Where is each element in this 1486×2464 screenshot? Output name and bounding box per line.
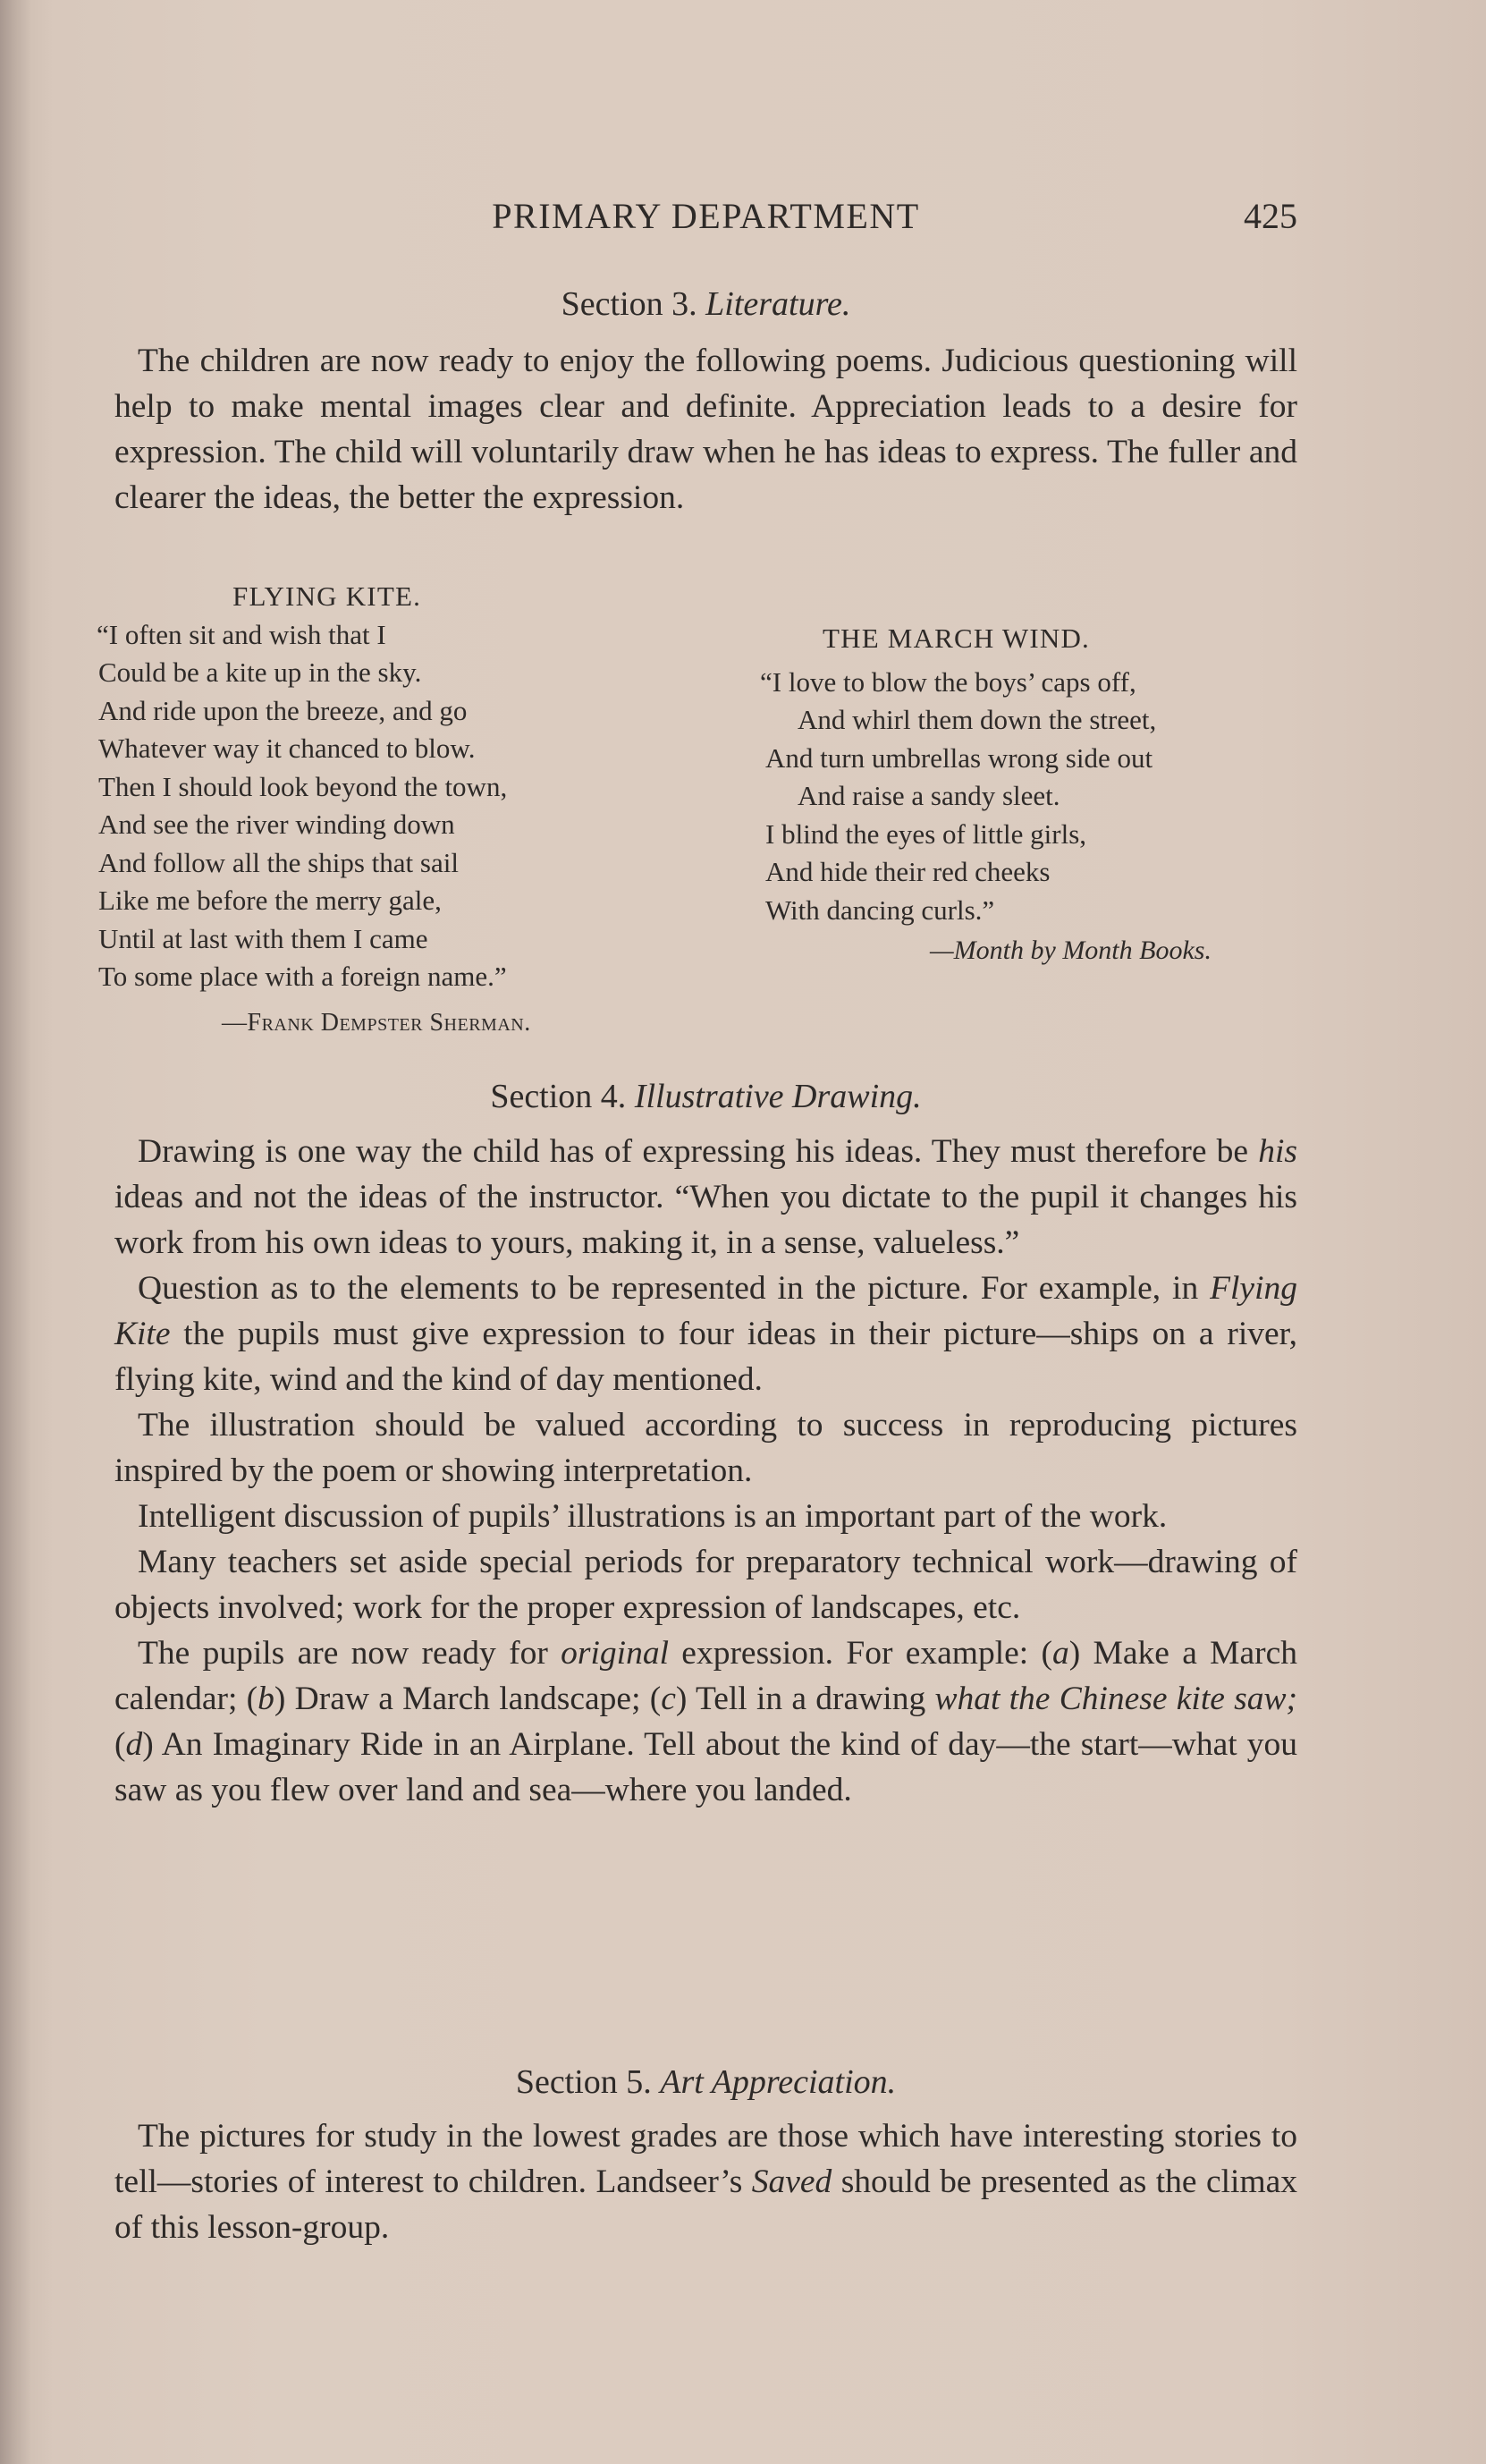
poem-line: And hide their red cheeks [765, 856, 1051, 887]
poem-line: And follow all the ships that sail [98, 846, 459, 878]
enumeration-letter: a [1051, 1635, 1069, 1672]
poem-line: And ride upon the breeze, and go [98, 694, 468, 726]
enumeration-letter: c [661, 1681, 676, 1717]
emphasis: original [561, 1635, 669, 1672]
poem-line: I blind the eyes of little girls, [765, 817, 1087, 850]
section-3-label: Section 3. [561, 285, 697, 323]
poem-flying-kite-author: —Frank Dempster Sherman. [222, 1009, 531, 1037]
poem-march-wind-credit: —Month by Month Books. [930, 936, 1212, 965]
enumeration-letter: b [258, 1681, 274, 1717]
section-4-paragraph-6 [114, 1630, 1297, 1813]
poem-flying-kite [97, 578, 507, 996]
page-number: 425 [1244, 196, 1297, 236]
poem-march-wind-title: THE MARCH WIND. [823, 622, 1090, 654]
running-head: PRIMARY DEPARTMENT [492, 196, 920, 236]
section-5-body [114, 2113, 1297, 2250]
emphasis: Saved [751, 2163, 832, 2200]
text-run: The pupils are now ready for [138, 1635, 561, 1672]
poem-march-wind [760, 620, 1156, 929]
section-4-paragraph-5: Many teachers set aside special periods for preparatory technical work—drawing of objects involved; work for the proper expression of landscapes, etc. [114, 1544, 1297, 1626]
section-4-paragraph-4: Intelligent discussion of pupils’ illustrations is an important part of the work. [138, 1498, 1168, 1535]
page-spine-shadow [0, 0, 30, 2464]
emphasis: what the Chinese kite saw; [934, 1681, 1298, 1717]
enumeration-letter: d [125, 1726, 143, 1763]
poem-line: And whirl them down the street, [798, 704, 1157, 735]
section-3-paragraph: The children are now ready to enjoy the following poems. Judicious questioning will help to make mental images clear and definite. Appreciation leads to a desire for expression. The child will voluntarily draw when he has ideas to express. The fuller and clearer the ideas, the better the expression. [114, 343, 1297, 516]
text-run: ) Draw a March landscape; ( [274, 1681, 662, 1717]
poem-line: To some place with a foreign name.” [98, 961, 507, 992]
text-run: should be presented as the climax of this lesson-group. [114, 2163, 1298, 2246]
text-run: The pictures for study in the lowest grades are those which have interesting stories to tell—stories of interest to children. Landseer’s [114, 2118, 1297, 2200]
section-5-heading [114, 2062, 1297, 2102]
text-run: the pupils must give expression to four ideas in their picture—ships on a river, flying kite, wind and the kind of day mentioned. [114, 1316, 1297, 1398]
section-4-heading [114, 1077, 1297, 1116]
poem-line: And turn umbrellas wrong side out [765, 741, 1153, 774]
section-4-label: Section 4. [490, 1078, 627, 1115]
section-4-paragraph-2 [114, 1266, 1297, 1402]
poem-line: Like me before the merry gale, [98, 885, 442, 916]
text-run: ) Make a March calendar; ( [114, 1635, 1298, 1717]
section-3-body [114, 338, 1297, 521]
text-run: Drawing is one way the child has of expressing his ideas. They must therefore be [138, 1133, 1259, 1170]
page-header [114, 195, 1297, 241]
poem-line: Could be a kite up in the sky. [98, 656, 422, 688]
text-run: expression. For example: ( [669, 1635, 1052, 1672]
poem-line: Then I should look beyond the town, [98, 770, 508, 802]
poem-line: Until at last with them I came [98, 922, 428, 954]
poem-line: And see the river winding down [98, 809, 455, 840]
emphasis: Flying Kite [114, 1270, 1297, 1352]
poem-line: With dancing curls.” [765, 893, 995, 926]
poem-line: Whatever way it chanced to blow. [98, 732, 476, 764]
text-run: Question as to the elements to be represented in the picture. For example, in [138, 1270, 1211, 1307]
section-5-title: Art Appreciation. [660, 2063, 897, 2101]
section-3-title: Literature. [705, 285, 851, 323]
text-run: ) Tell in a drawing [675, 1681, 935, 1717]
section-4-body [114, 1129, 1297, 1813]
emphasis: his [1258, 1133, 1297, 1170]
text-run: ( [114, 1726, 126, 1763]
poem-flying-kite-title: FLYING KITE. [232, 580, 422, 612]
section-5-paragraph-1 [114, 2113, 1297, 2250]
section-3-heading [114, 284, 1297, 324]
section-5-label: Section 5. [515, 2063, 652, 2101]
poem-line: “I often sit and wish that I [97, 618, 386, 650]
text-run: ) An Imaginary Ride in an Airplane. Tell about the kind of day—the start—what you saw as you flew over land and sea—where you landed. [114, 1726, 1297, 1808]
section-4-title: Illustrative Drawing. [634, 1078, 922, 1115]
text-run: ideas and not the ideas of the instructor. “When you dictate to the pupil it changes his work from his own ideas to yours, making it, in a sense, valueless.” [114, 1179, 1297, 1261]
poem-line: And raise a sandy sleet. [798, 780, 1060, 811]
section-4-paragraph-1 [114, 1129, 1297, 1266]
section-4-paragraph-3: The illustration should be valued according to success in reproducing pictures inspired by the poem or showing interpretation. [114, 1407, 1297, 1489]
poem-line: “I love to blow the boys’ caps off, [760, 665, 1136, 698]
